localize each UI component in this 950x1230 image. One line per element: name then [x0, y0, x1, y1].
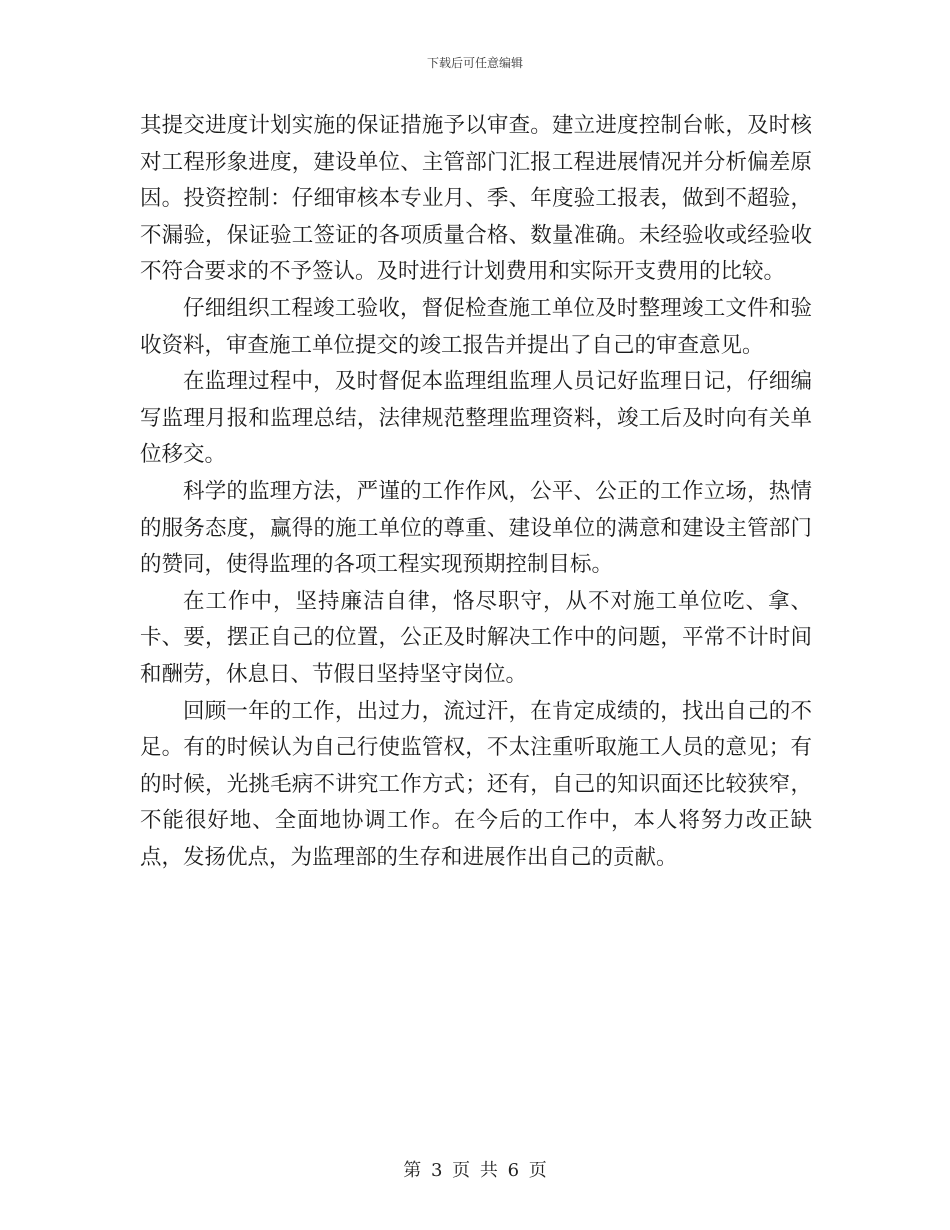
- page-header: 下载后可任意编辑: [426, 56, 523, 70]
- paragraph-3: 在监理过程中，及时督促本监理组监理人员记好监理日记，仔细编写监理月报和监理总结，法律规范整理监理资料，竣工后及时向有关单位移交。: [140, 369, 812, 468]
- paragraph-4: 科学的监理方法，严谨的工作作风，公平、公正的工作立场，热情的服务态度，赢得的施工单位的尊重、建设单位的满意和建设主管部门的赞同，使得监理的各项工程实现预期控制目标。: [140, 478, 812, 578]
- paragraph-2: 仔细组织工程竣工验收，督促检查施工单位及时整理竣工文件和验收资料，审查施工单位提交的竣工报告并提出了自己的审查意见。: [140, 295, 812, 358]
- paragraph-5: 在工作中，坚持廉洁自律，恪尽职守，从不对施工单位吃、拿、卡、要，摆正自己的位置，公正及时解决工作中的问题，平常不计时间和酬劳，休息日、节假日坚持坚守岗位。: [140, 588, 812, 687]
- paragraph-1: 其提交进度计划实施的保证措施予以审查。建立进度控制台帐，及时核对工程形象进度，建设单位、主管部门汇报工程进展情况并分析偏差原因。投资控制：仔细审核本专业月、季、年度验工报表，做到不超验，不漏验，保证验工签证的各项质量合格、数量准确。未经验收或经验收不符合要求的不予签认。及时进行计划费用和实际开支费用的比较。: [140, 113, 812, 285]
- page-number-footer: 第 3 页 共 6 页: [403, 1160, 547, 1181]
- paragraph-6: 回顾一年的工作，出过力，流过汗，在肯定成绩的，找出自己的不足。有的时候认为自己行使监管权，不太注重听取施工人员的意见；有的时候，光挑毛病不讲究工作方式；还有，自己的知识面还比较狭窄，不能很好地、全面地协调工作。在今后的工作中，本人将努力改正缺点，发扬优点，为监理部的生存和进展作出自己的贡献。: [140, 698, 812, 870]
- document-body: [140, 108, 812, 876]
